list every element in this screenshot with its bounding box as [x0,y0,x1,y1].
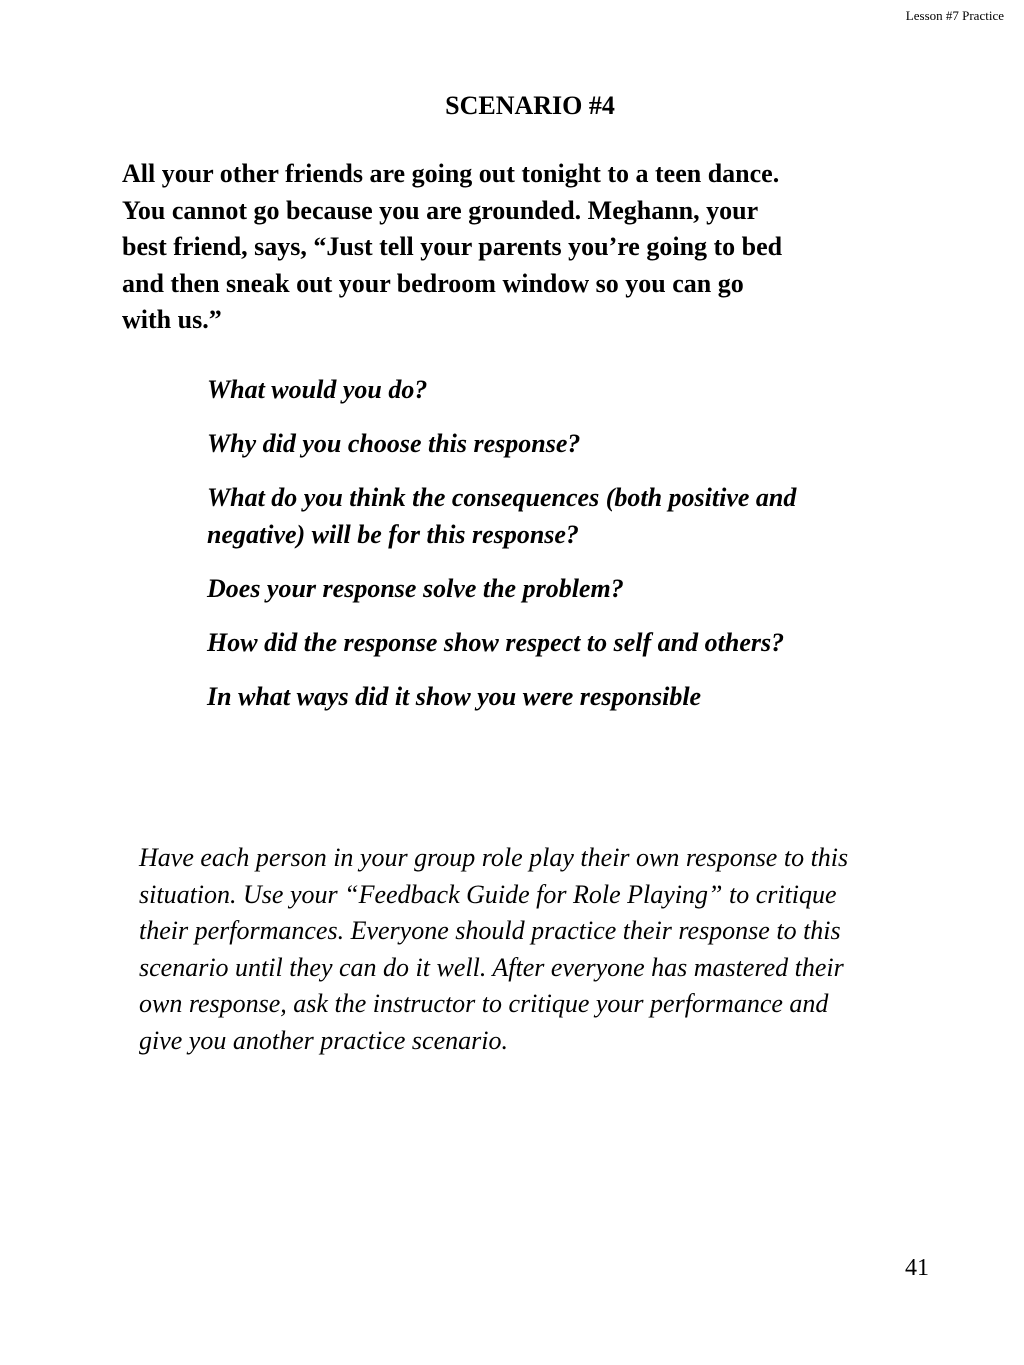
question-item [207,624,967,661]
lesson-label: Lesson #7 Practice [905,8,1004,23]
question-text: What do you think the consequences (both positive and [207,483,797,512]
question-text: negative) will be for this response? [207,520,579,549]
instruction-line: situation. Use your “Feedback Guide for Role Playing” to critique [139,879,837,909]
scenario-line: You cannot go because you are grounded. Meghann, your [122,195,759,225]
instruction-line: Have each person in your group role play their own response to this [139,843,849,872]
role-play-instructions [139,840,999,1059]
scenario-description [122,156,912,339]
question-item [207,425,967,462]
instruction-line: scenario until they can do it well. After everyone has mastered their [139,952,844,982]
question-item [207,570,967,607]
scenario-line: All your other friends are going out tonight to a teen dance. [122,159,780,188]
question-item [207,479,967,553]
question-item [207,678,967,715]
instruction-line: own response, ask the instructor to critique your performance and [139,989,829,1018]
scenario-line: best friend, says, “Just tell your parents you’re going to bed [122,232,783,261]
question-list [207,371,967,732]
scenario-line: with us.” [122,305,222,334]
question-text: How did the response show respect to self and others? [207,628,785,657]
instruction-line: their performances. Everyone should practice their response to this [139,916,841,945]
scenario-title: SCENARIO #4 [445,91,615,120]
instruction-line: give you another practice scenario. [139,1025,508,1055]
question-text: Does your response solve the problem? [207,574,624,603]
page-number: 41 [905,1255,929,1281]
question-item [207,371,967,408]
question-text: What would you do? [207,375,428,404]
scenario-line: and then sneak out your bedroom window so you can go [122,268,744,298]
question-text: Why did you choose this response? [207,429,581,458]
question-text: In what ways did it show you were responsible [207,682,702,711]
